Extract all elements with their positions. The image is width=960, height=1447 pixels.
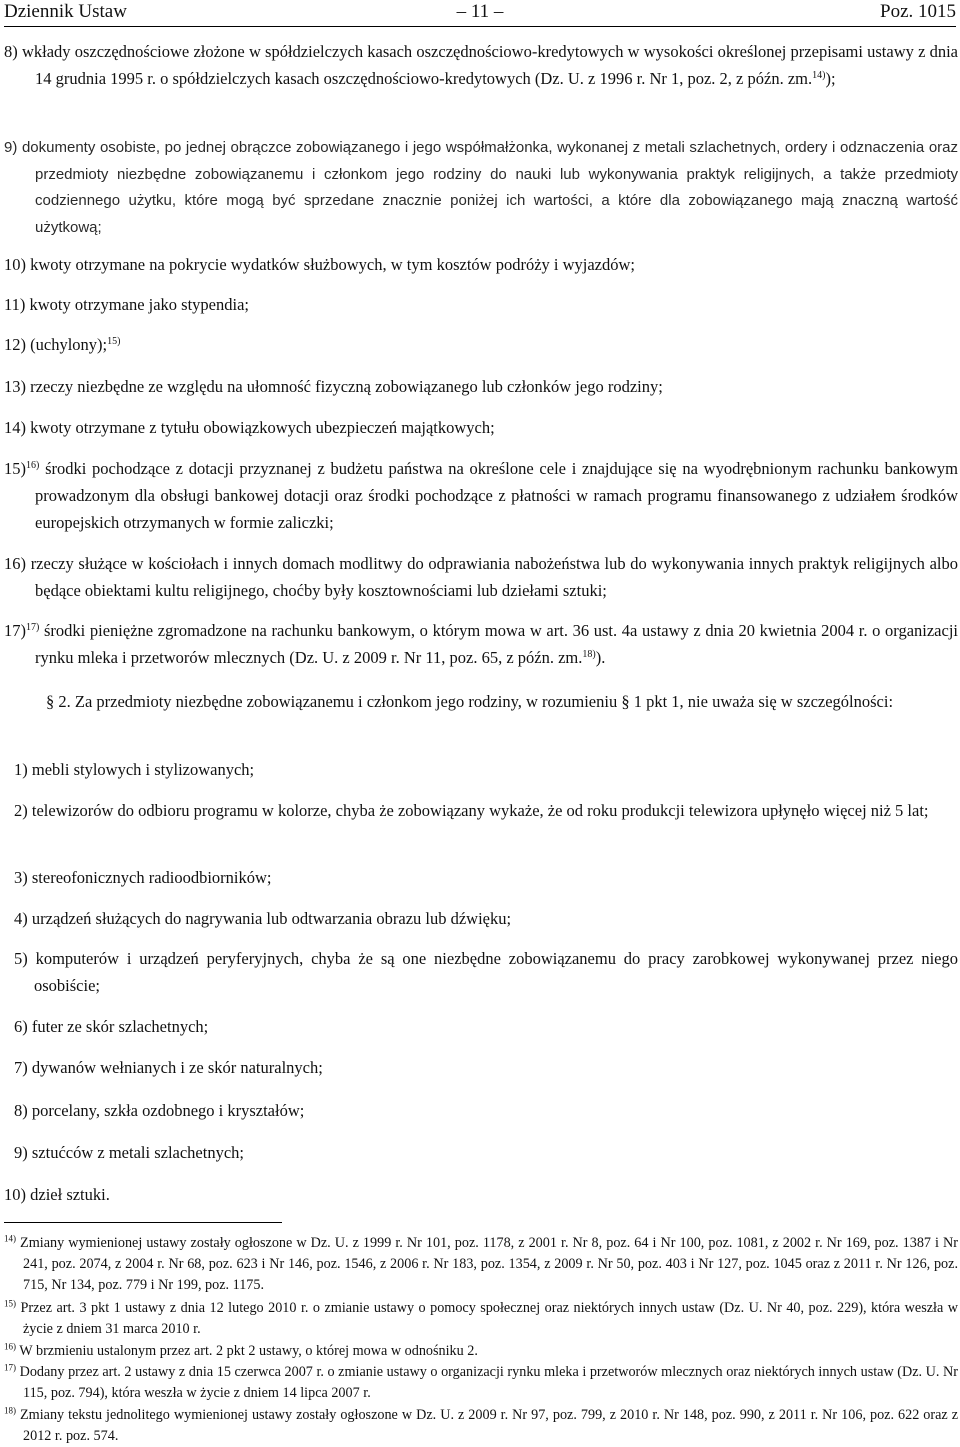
footnote-ref[interactable]: 18) [582,649,596,660]
item-number: 10) [4,255,26,274]
page-number: – 11 – [456,1,504,22]
item-number: 5) [14,949,28,968]
item-text: dzieł sztuki. [30,1185,110,1204]
list-item-15 [4,455,958,536]
footnote-ref[interactable]: 14) [812,70,826,81]
item-number: 9) [4,139,18,156]
journal-title: Dziennik Ustaw [4,1,127,22]
footnote-marker: 17) [4,1362,16,1373]
item-number: 16) [4,554,26,573]
item-text: dywanów wełnianych i ze skór naturalnych; [31,1058,323,1077]
item-number: 6) [14,1017,28,1036]
item-text: stereofonicznych radioodbiorników; [31,868,272,887]
position-number: Poz. 1015 [880,1,956,22]
page-header [4,0,956,26]
footnote-marker: 16) [4,1341,16,1352]
footnote-14 [4,1233,958,1296]
item-text: rzeczy służące w kościołach i innych domach modlitwy do odprawiania nabożeństwa lub do wykonywania innych praktyk religijnych albo będące obiektami kultu religijnego, choćby były kosztownościami lub dziełami sztuki; [30,554,958,600]
item-number: 8) [4,42,18,61]
footnote-ref[interactable]: 17) [26,622,40,633]
item-text-end: ); [825,69,836,88]
item-text: środki pieniężne zgromadzone na rachunku bankowym, o którym mowa w art. 36 ust. 4a ustawy z dnia 20 kwietnia 2004 r. o organizacji rynku mleka i przetworów mlecznych (Dz. U. z 2009 r. Nr 11, poz. 65, z późn. zm. [35,621,958,667]
item-text: kwoty otrzymane na pokrycie wydatków służbowych, w tym kosztów podróży i wyjazdów; [30,255,635,274]
footnote-marker: 18) [4,1405,16,1416]
header-divider [4,26,956,27]
item-text: środki pochodzące z dotacji przyznanej z budżetu państwa na określone cele i znajdujące się na wyodrębnionym rachunku bankowym prowadzonym dla obsługi bankowej dotacji oraz środki pochodzące z płatności w ramach programu finansowanego z udziałem środków europejskich otrzymanych w formie zaliczki; [35,459,958,532]
exclusion-item-10 [4,1181,948,1208]
footnote-divider [4,1222,282,1223]
footnote-16 [4,1341,958,1362]
list-item-13 [4,373,958,400]
item-text: wkłady oszczędnościowe złożone w spółdzielczych kasach oszczędnościowo-kredytowych w wysokości określonej przepisami ustawy z dnia 14 grudnia 1995 r. o spółdzielczych kasach oszczędnościowo-kredytowych (Dz. U. z 1996 r. Nr 1, poz. 2, z późn. zm. [21,42,958,88]
section-2-paragraph: § 2. Za przedmioty niezbędne zobowiązanemu i członkom jego rodziny, w rozumieniu § 1 pkt 1, nie uważa się w szczególności: [46,692,894,711]
item-number: 13) [4,377,26,396]
list-item-12 [4,331,958,358]
item-number: 15) [4,459,26,478]
item-text: (uchylony); [30,335,108,354]
item-number: 7) [14,1058,28,1077]
footnote-text: Zmiany wymienionej ustawy zostały ogłoszone w Dz. U. z 1999 r. Nr 101, poz. 1178, z 2001 r. Nr 8, poz. 64 i Nr 100, poz. 1081, z 2002 r. Nr 169, poz. 1387 i Nr 241, poz. 2074, z 2004 r. Nr 68, poz. 623 i Nr 146, poz. 1546, z 2006 r. Nr 183, poz. 1354, z 2009 r. Nr 50, poz. 403 i Nr 127, poz. 1045 oraz z 2011 r. Nr 126, poz. 715, Nr 134, poz. 779 i Nr 199, poz. 1175. [20,1235,958,1293]
exclusion-item-3 [14,864,958,891]
footnote-ref[interactable]: 15) [107,336,121,347]
footnote-ref[interactable]: 16) [26,460,40,471]
exclusion-item-1 [14,756,958,783]
footnote-text: Przez art. 3 pkt 1 ustawy z dnia 12 lutego 2010 r. o zmianie ustawy o pomocy społecznej oraz niektórych innych ustaw (Dz. U. Nr 40, poz. 229), która weszła w życie z dniem 31 marca 2010 r. [20,1300,959,1337]
item-number: 10) [4,1185,26,1204]
footnote-17 [4,1362,958,1404]
item-text: urządzeń służących do nagrywania lub odtwarzania obrazu lub dźwięku; [31,909,512,928]
item-text: sztućców z metali szlachetnych; [31,1143,244,1162]
list-item-10 [4,251,958,278]
list-item-11 [4,291,958,318]
item-number: 12) [4,335,26,354]
footnote-marker: 14) [4,1233,16,1244]
exclusion-item-9 [14,1139,958,1166]
item-number: 14) [4,418,26,437]
item-text-end: ). [595,648,606,667]
item-text: mebli stylowych i stylizowanych; [31,760,255,779]
item-number: 4) [14,909,28,928]
footnote-15 [4,1298,958,1340]
footnote-text: Dodany przez art. 2 ustawy z dnia 15 czerwca 2007 r. o zmianie ustawy o organizacji rynku mleka i przetworów mlecznych oraz niektórych innych ustaw (Dz. U. Nr 115, poz. 794), która weszła w życie z dniem 14 lipca 2007 r. [19,1364,958,1401]
item-text: komputerów i urządzeń peryferyjnych, chyba że są one niezbędne zobowiązanemu do pracy zarobkowej wykonywanej przez niego osobiście; [34,949,958,995]
exclusion-item-5 [14,945,958,999]
exclusion-item-2 [14,797,958,824]
list-item-8 [4,38,958,92]
item-number: 8) [14,1101,28,1120]
list-item-14 [4,414,958,441]
item-number: 3) [14,868,28,887]
footnote-text: W brzmieniu ustalonym przez art. 2 pkt 2 ustawy, o której mowa w odnośniku 2. [19,1343,478,1359]
list-item-9 [4,135,958,241]
footnote-text: Zmiany tekstu jednolitego wymienionej ustawy zostały ogłoszone w Dz. U. z 2009 r. Nr 97, poz. 799, z 2010 r. Nr 148, poz. 990, z 2011 r. Nr 106, poz. 622 oraz z 2012 r. poz. 574. [20,1407,959,1444]
exclusion-item-7 [14,1054,958,1081]
item-text: porcelany, szkła ozdobnego i kryształów; [31,1101,305,1120]
item-number: 2) [14,801,28,820]
exclusion-item-8 [14,1097,958,1124]
list-item-17 [4,617,958,671]
footnote-marker: 15) [4,1298,16,1309]
item-number: 11) [4,295,26,314]
item-text: telewizorów do odbioru programu w kolorze, chyba że zobowiązany wykaże, że od roku produkcji telewizora upłynęło więcej niż 5 lat; [31,801,929,820]
footnote-18 [4,1405,958,1447]
item-number: 9) [14,1143,28,1162]
list-item-16 [4,550,958,604]
exclusion-item-4 [14,905,958,932]
item-number: 1) [14,760,28,779]
item-text: kwoty otrzymane jako stypendia; [29,295,250,314]
exclusion-item-6 [14,1013,958,1040]
item-text: kwoty otrzymane z tytułu obowiązkowych ubezpieczeń majątkowych; [30,418,495,437]
item-text: rzeczy niezbędne ze względu na ułomność fizyczną zobowiązanego lub członków jego rodziny; [30,377,663,396]
item-number: 17) [4,621,26,640]
item-text: futer ze skór szlachetnych; [31,1017,209,1036]
item-text: dokumenty osobiste, po jednej obrączce zobowiązanego i jego współmałżonka, wykonanej z metali szlachetnych, ordery i odznaczenia oraz przedmioty niezbędne zobowiązanemu i członkom jego rodziny do nauki lub wykonywania praktyk religijnych, a także przedmioty codziennego użytku, które mogą być sprzedane znacznie poniżej ich wartości, a które dla zobowiązanego mają znaczną wartość użytkową; [21,139,958,236]
